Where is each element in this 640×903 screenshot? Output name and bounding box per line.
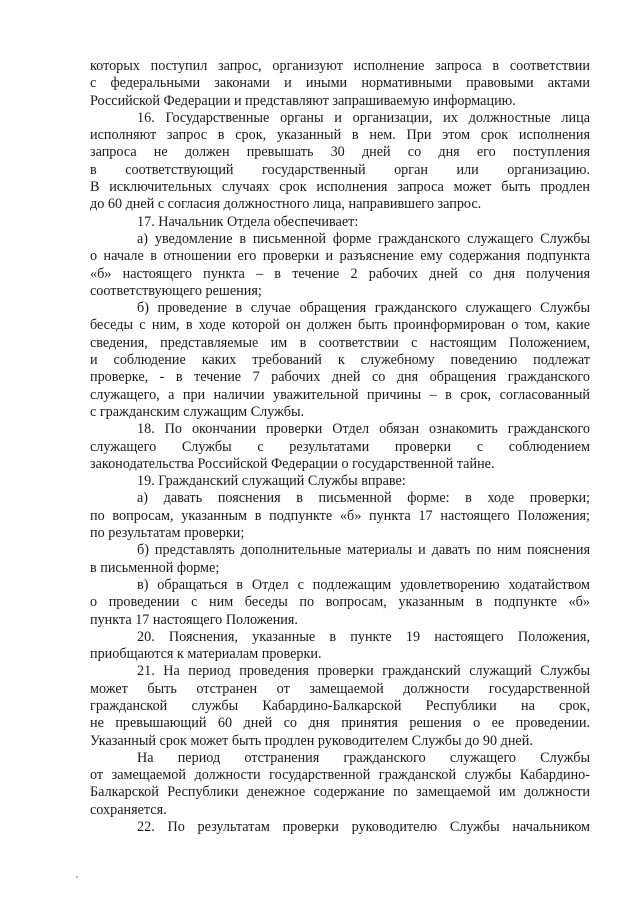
text-line: Российской Федерации и представляют запрашиваемую информацию. — [90, 92, 516, 109]
text-line: не превышающий 60 дней со дня принятия решения о ее проведении. — [90, 715, 590, 732]
text-line: 20. Пояснения, указанные в пункте 19 настоящего Положения, — [137, 628, 590, 645]
text-line: по вопросам, указанным в подпункте «б» пункта 17 настоящего Положения; — [90, 507, 590, 524]
text-line: б) представлять дополнительные материалы и давать по ним пояснения — [137, 542, 590, 559]
text-line: и соблюдение каких требований к служебному поведению подлежат — [90, 352, 590, 369]
text-line: а) уведомление в письменной форме гражданского служащего Службы — [137, 230, 590, 247]
text-line: сведения, представляемые им в соответствии с настоящим Положением, — [90, 334, 590, 351]
text-line: пункта 17 настоящего Положения. — [90, 611, 298, 628]
text-line: 17. Начальник Отдела обеспечивает: — [137, 213, 359, 230]
text-line: служащего, а при наличии уважительной причины – в срок, согласованный — [90, 386, 590, 403]
text-line: исполняют запрос в срок, указанный в нем. При этом срок исполнения — [90, 127, 590, 144]
text-line: а) давать пояснения в письменной форме: в ходе проверки; — [137, 490, 590, 507]
text-line: о проведении с ним беседы по вопросам, указанным в подпункте «б» — [90, 594, 590, 611]
text-line: 22. По результатам проверки руководителю Службы начальником — [137, 819, 590, 836]
text-line: в соответствующий государственный орган или организацию. — [90, 161, 590, 178]
text-line: 18. По окончании проверки Отдел обязан ознакомить гражданского — [137, 421, 590, 438]
text-line: сохраняется. — [90, 801, 167, 818]
text-line: 16. Государственные органы и организации, их должностные лица — [137, 109, 590, 126]
text-line: о начале в отношении его проверки и разъяснение ему содержания подпункта — [90, 248, 590, 265]
text-line: проверке, - в течение 7 рабочих дней со дня обращения гражданского — [90, 369, 590, 386]
text-line: приобщаются к материалам проверки. — [90, 646, 322, 663]
text-line: которых поступил запрос, организуют исполнение запроса в соответствии — [90, 58, 590, 74]
text-line: по результатам проверки; — [90, 525, 245, 542]
text-line: беседы с ним, в ходе которой он должен быть проинформирован о том, какие — [90, 317, 590, 334]
text-line: с гражданским служащим Службы. — [90, 403, 305, 420]
scan-speck — [76, 876, 78, 878]
text-line: 19. Гражданский служащий Службы вправе: — [137, 473, 406, 490]
text-line: может быть отстранен от замещаемой должности государственной — [90, 680, 590, 697]
document-page — [90, 58, 590, 836]
text-line: «б» настоящего пункта – в течение 2 рабочих дней со дня получения — [90, 265, 590, 282]
text-line: Указанный срок может быть продлен руководителем Службы до 90 дней. — [90, 732, 533, 749]
text-line: запроса не должен превышать 30 дней со дня его поступления — [90, 144, 590, 161]
text-line: до 60 дней с согласия должностного лица, направившего запрос. — [90, 196, 482, 213]
text-line: в письменной форме; — [90, 559, 220, 576]
text-line: 21. На период проведения проверки гражданский служащий Службы — [137, 663, 590, 680]
text-line: В исключительных случаях срок исполнения запроса может быть продлен — [90, 179, 590, 196]
text-line: Балкарской Республики денежное содержание по замещаемой им должности — [90, 784, 590, 801]
text-line: от замещаемой должности государственной гражданской службы Кабардино- — [90, 767, 590, 784]
text-line: На период отстранения гражданского служащего Службы — [137, 749, 590, 766]
text-line: соответствующего решения; — [90, 282, 262, 299]
text-line: законодательства Российской Федерации о государственной тайне. — [90, 455, 495, 472]
text-line: с федеральными законами и иными нормативными правовыми актами — [90, 75, 590, 92]
text-line: в) обращаться в Отдел с подлежащим удовлетворению ходатайством — [137, 576, 590, 593]
text-line: служащего Службы с результатами проверки с соблюдением — [90, 438, 590, 455]
text-line: гражданской службы Кабардино-Балкарской Республики на срок, — [90, 697, 590, 714]
text-line: б) проведение в случае обращения гражданского служащего Службы — [137, 300, 590, 317]
